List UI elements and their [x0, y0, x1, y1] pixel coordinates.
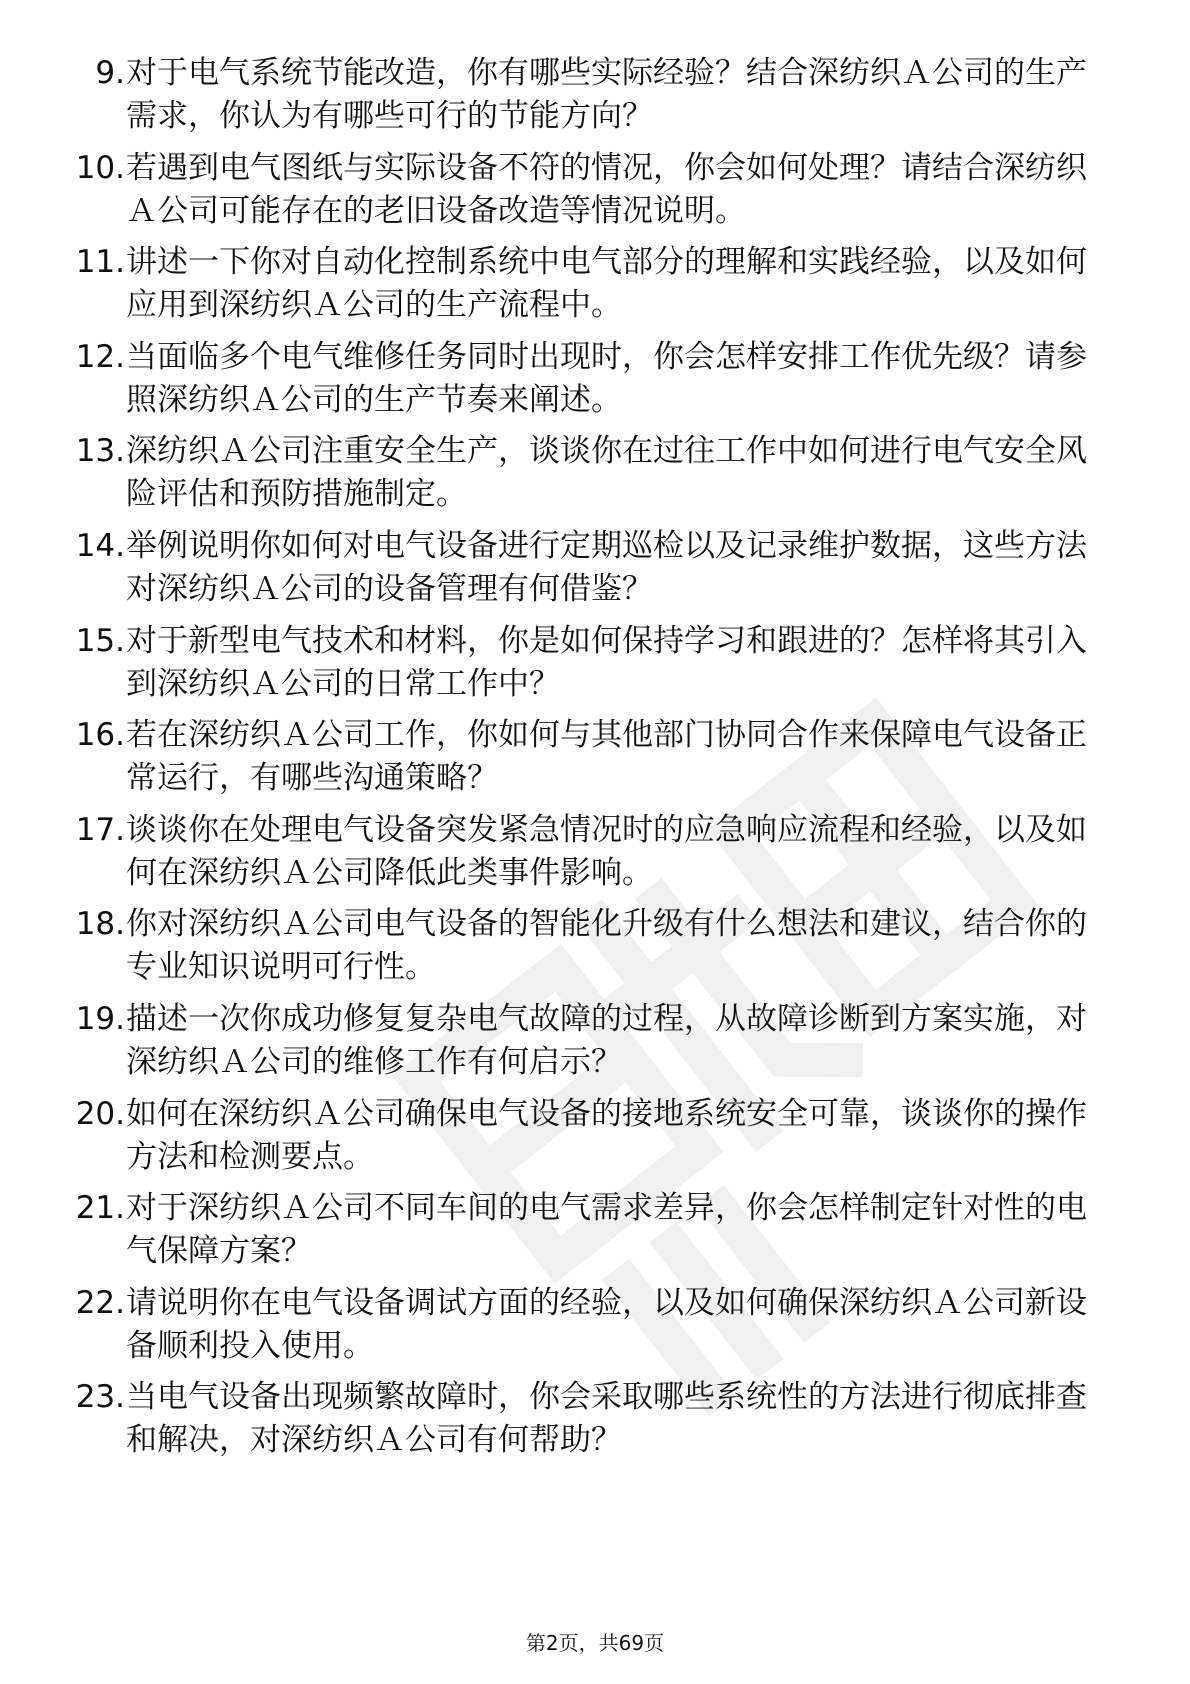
item-text: 对于新型电气技术和材料，你是如何保持学习和跟进的？怎样将其引入到深纺织Ａ公司的日常工作中？ — [126, 622, 1087, 702]
list-item — [0, 998, 1190, 1093]
list-item — [0, 1376, 1190, 1471]
item-text: 举例说明你如何对电气设备进行定期巡检以及记录维护数据，这些方法对深纺织Ａ公司的设备管理有何借鉴？ — [126, 527, 1087, 607]
item-text: 当电气设备出现频繁故障时，你会采取哪些系统性的方法进行彻底排查和解决，对深纺织Ａ公司有何帮助？ — [126, 1379, 1087, 1459]
item-number: 19. — [75, 1000, 125, 1037]
item-text: 对于深纺织Ａ公司不同车间的电气需求差异，你会怎样制定针对性的电气保障方案？ — [126, 1190, 1087, 1270]
item-text: 如何在深纺织Ａ公司确保电气设备的接地系统安全可靠，谈谈你的操作方法和检测要点。 — [126, 1095, 1087, 1175]
item-text: 若在深纺织Ａ公司工作，你如何与其他部门协同合作来保障电气设备正常运行，有哪些沟通策略？ — [126, 717, 1087, 797]
item-number: 12. — [75, 338, 125, 375]
item-text: 你对深纺织Ａ公司电气设备的智能化升级有什么想法和建议，结合你的专业知识说明可行性。 — [126, 906, 1087, 986]
list-item — [0, 1187, 1190, 1282]
item-number: 17. — [75, 811, 125, 848]
item-number: 10. — [75, 149, 125, 186]
list-item — [0, 1093, 1190, 1188]
list-item — [0, 903, 1190, 998]
list-item — [0, 52, 1190, 147]
item-text: 谈谈你在处理电气设备突发紧急情况时的应急响应流程和经验，以及如何在深纺织Ａ公司降低此类事件影响。 — [126, 811, 1087, 891]
item-text: 请说明你在电气设备调试方面的经验，以及如何确保深纺织Ａ公司新设备顺利投入使用。 — [126, 1284, 1087, 1364]
item-number: 18. — [75, 906, 125, 943]
list-item — [0, 241, 1190, 336]
item-number: 14. — [75, 527, 125, 564]
item-text: 描述一次你成功修复复杂电气故障的过程，从故障诊断到方案实施，对深纺织Ａ公司的维修工作有何启示？ — [126, 1000, 1087, 1080]
list-item — [0, 1282, 1190, 1377]
item-number: 21. — [75, 1190, 125, 1227]
item-text: 若遇到电气图纸与实际设备不符的情况，你会如何处理？请结合深纺织Ａ公司可能存在的老旧设备改造等情况说明。 — [126, 149, 1087, 229]
item-number: 9. — [95, 55, 125, 91]
item-text: 对于电气系统节能改造，你有哪些实际经验？结合深纺织Ａ公司的生产需求，你认为有哪些可行的节能方向？ — [126, 55, 1087, 134]
item-number: 16. — [75, 717, 125, 754]
item-number: 11. — [75, 244, 125, 281]
item-number: 20. — [75, 1095, 125, 1132]
list-item — [0, 809, 1190, 904]
list-item — [0, 714, 1190, 809]
item-text: 讲述一下你对自动化控制系统中电气部分的理解和实践经验，以及如何应用到深纺织Ａ公司的生产流程中。 — [126, 244, 1087, 324]
item-text: 当面临多个电气维修任务同时出现时，你会怎样安排工作优先级？请参照深纺织Ａ公司的生产节奏来阐述。 — [126, 338, 1087, 418]
item-text: 深纺织Ａ公司注重安全生产，谈谈你在过往工作中如何进行电气安全风险评估和预防措施制定。 — [126, 433, 1087, 513]
list-item — [0, 430, 1190, 525]
item-number: 22. — [75, 1284, 125, 1321]
item-number: 23. — [75, 1379, 125, 1416]
list-item — [0, 525, 1190, 620]
item-number: 15. — [75, 622, 125, 659]
list-item — [0, 336, 1190, 431]
question-list — [0, 52, 1190, 1471]
page-footer: 第2页，共69页 — [525, 1631, 665, 1655]
item-number: 13. — [75, 433, 125, 470]
list-item — [0, 620, 1190, 715]
list-item — [0, 147, 1190, 242]
